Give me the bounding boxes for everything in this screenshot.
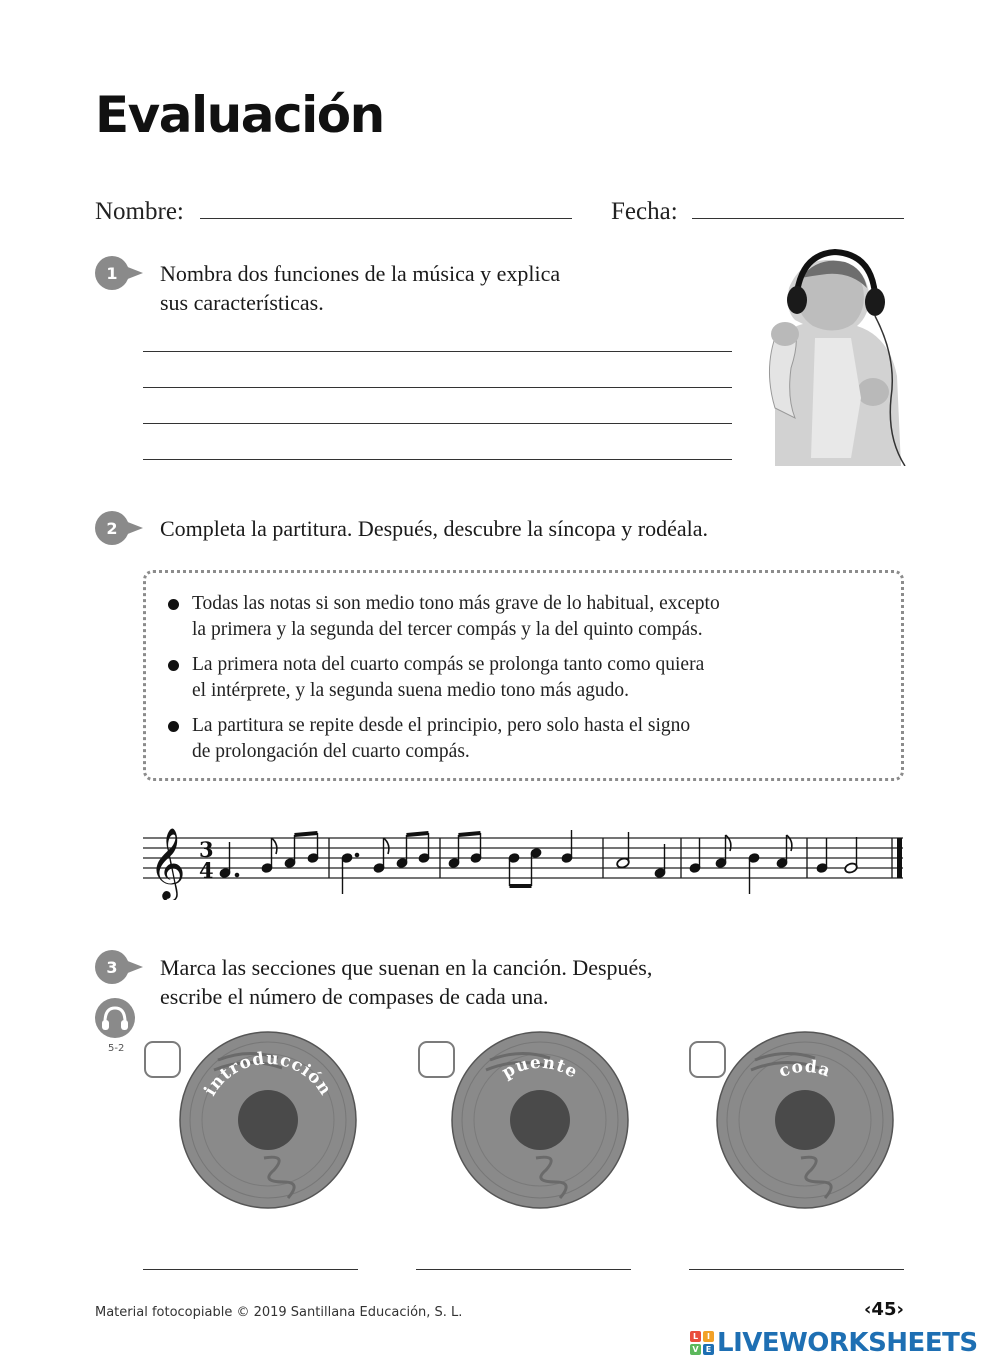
instruction-item [168,652,868,704]
instruction-line: la primera y la segunda del tercer compás y la del quinto compás. [192,619,703,640]
instruction-line: el intérprete, y la segunda suena medio tono más agudo. [192,680,629,701]
headphones-icon[interactable] [95,998,135,1038]
time-signature-top: 3 [199,837,214,862]
answer-line[interactable] [143,423,732,424]
copyright-text: Material fotocopiable © 2019 Santillana Educación, S. L. [95,1305,463,1320]
bullet-icon [168,721,179,732]
page-title: Evaluación [95,86,384,144]
question-1-badge: 1 [95,256,129,290]
name-field[interactable] [200,218,572,219]
question-1-text [160,259,560,317]
logo-square: E [703,1344,714,1355]
instruction-item [168,713,868,765]
brand-name: LIVEWORKSHEETS [717,1328,978,1358]
section-label: puente [498,1052,582,1083]
measures-answer-line[interactable] [689,1269,904,1270]
answer-line[interactable] [143,459,732,460]
bullet-icon [168,599,179,610]
date-label: Fecha: [611,198,678,225]
measures-answer-line[interactable] [143,1269,358,1270]
instruction-line: La partitura se repite desde el principio, pero solo hasta el signo [192,715,691,736]
disc-introduccion [178,1030,358,1210]
question-1-line-1: Nombra dos funciones de la música y explica [160,261,561,286]
music-score[interactable] [143,818,908,900]
logo-square: I [703,1331,714,1342]
instructions-box [143,570,904,781]
question-3-line-1: Marca las secciones que suenan en la canción. Después, [160,955,653,980]
section-label: coda [776,1056,834,1082]
question-3-text [160,953,652,1011]
question-3-line-2: escribe el número de compases de cada una. [160,984,549,1009]
logo-square: V [690,1344,701,1355]
track-number: 5-2 [108,1043,125,1054]
answer-line[interactable] [143,351,732,352]
question-2-text: Completa la partitura. Después, descubre la síncopa y rodéala. [160,516,708,541]
checkbox-introduccion[interactable] [144,1041,181,1078]
bullet-icon [168,660,179,671]
measures-answer-line[interactable] [416,1269,631,1270]
instruction-line: de prolongación del cuarto compás. [192,741,470,762]
question-1-line-2: sus características. [160,290,324,315]
instruction-line: Todas las notas si son medio tono más grave de lo habitual, excepto [192,593,720,614]
logo-squares-icon [690,1331,714,1355]
logo-square: L [690,1331,701,1342]
section-label: introducción [200,1048,336,1100]
disc-puente [450,1030,630,1210]
disc-coda [715,1030,895,1210]
date-field[interactable] [692,218,904,219]
question-2-badge: 2 [95,511,129,545]
answer-line[interactable] [143,387,732,388]
page-number: ‹45› [864,1299,904,1320]
instruction-line: La primera nota del cuarto compás se prolonga tanto como quiera [192,654,705,675]
instruction-item [168,591,868,643]
name-label: Nombre: [95,198,184,225]
question-3-badge: 3 [95,950,129,984]
treble-clef-icon: 𝄞 [149,826,186,899]
time-signature-bottom: 4 [199,858,214,883]
liveworksheets-logo[interactable] [690,1328,978,1358]
boy-with-headphones-photo [755,248,907,466]
